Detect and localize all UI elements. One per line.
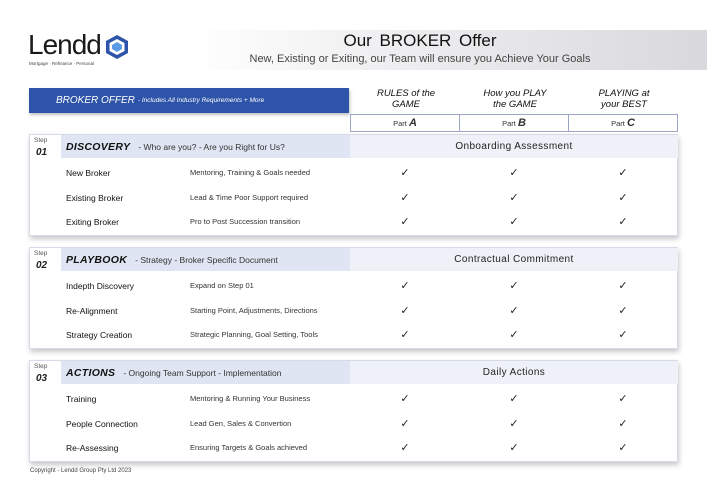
check-icon: ✓ (400, 393, 410, 405)
row-desc: Mentoring & Running Your Business (190, 394, 311, 403)
column-heading-c-line1: PLAYING at (598, 88, 650, 99)
check-icon: ✓ (400, 192, 410, 204)
check-icon: ✓ (509, 192, 519, 204)
column-heading-b (461, 88, 569, 110)
section-phase: Onboarding Assessment (350, 135, 678, 158)
check-icon: ✓ (509, 329, 519, 341)
section-header (61, 248, 350, 271)
check-icon: ✓ (618, 329, 628, 341)
section-desc: - Ongoing Team Support - Implementation (123, 367, 282, 378)
row-name: People Connection (66, 419, 138, 429)
check-icon: ✓ (509, 167, 519, 179)
section-phase: Daily Actions (350, 361, 678, 384)
row-name: Strategy Creation (66, 330, 133, 340)
table-row (30, 281, 677, 297)
row-desc: Pro to Post Succession transition (190, 217, 301, 226)
row-name: Indepth Discovery (66, 281, 135, 291)
check-icon: ✓ (509, 280, 519, 292)
part-b-letter: B (517, 117, 526, 129)
row-name: Re-Assessing (66, 443, 119, 453)
check-icon: ✓ (509, 216, 519, 228)
check-icon: ✓ (400, 442, 410, 454)
column-heading-b-line2: the GAME (493, 99, 537, 110)
row-name: Exiting Broker (66, 217, 119, 227)
page-title: Our BROKER Offer (343, 31, 497, 50)
check-icon: ✓ (400, 329, 410, 341)
column-heading-a-line2: GAME (392, 99, 420, 110)
check-icon: ✓ (509, 418, 519, 430)
check-icon: ✓ (618, 393, 628, 405)
check-icon: ✓ (400, 280, 410, 292)
column-heading-b-line1: How you PLAY (483, 88, 547, 99)
section-phase: Contractual Commitment (350, 248, 678, 271)
part-c-cell (569, 115, 677, 131)
check-icon: ✓ (400, 167, 410, 179)
part-b-cell (460, 115, 569, 131)
offer-sub: - Includes All Industry Requirements + More (137, 97, 265, 104)
step-number: 02 (36, 260, 48, 271)
column-heading-c-line2: your BEST (601, 99, 647, 110)
step-label: Step (34, 363, 48, 370)
row-name: New Broker (66, 168, 111, 178)
part-a-cell (351, 115, 460, 131)
brand-tagline: Mortgage · Refinance · Personal (29, 61, 95, 66)
check-icon: ✓ (618, 192, 628, 204)
row-desc: Expand on Step 01 (190, 281, 254, 290)
table-row (30, 443, 677, 459)
check-icon: ✓ (618, 442, 628, 454)
check-icon: ✓ (618, 280, 628, 292)
part-b-prefix: Part (502, 119, 516, 128)
step-label: Step (34, 137, 48, 144)
section-name: DISCOVERY (66, 140, 131, 153)
part-c-prefix: Part (611, 119, 625, 128)
check-icon: ✓ (400, 418, 410, 430)
check-icon: ✓ (509, 442, 519, 454)
page-subtitle: New, Existing or Exiting, our Team will ensure you Achieve Your Goals (249, 53, 591, 65)
section-playbook (29, 247, 678, 349)
step-number: 03 (36, 373, 48, 384)
copyright: Copyright - Lendd Group Pty Ltd 2023 (30, 468, 132, 474)
column-heading-a-line1: RULES of the (376, 88, 436, 99)
section-name: PLAYBOOK (66, 253, 128, 266)
section-desc: - Strategy - Broker Specific Document (135, 254, 278, 265)
broker-offer-bar (29, 88, 349, 113)
table-row (30, 394, 677, 410)
brand-name: Lendd (28, 29, 101, 60)
check-icon: ✓ (618, 418, 628, 430)
row-desc: Ensuring Targets & Goals achieved (190, 443, 308, 452)
part-c-letter: C (626, 117, 635, 129)
section-name: ACTIONS (66, 366, 116, 379)
row-name: Existing Broker (66, 193, 124, 203)
table-row (30, 168, 677, 184)
row-desc: Starting Point, Adjustments, Directions (190, 306, 318, 315)
part-a-prefix: Part (393, 119, 407, 128)
row-name: Re-Alignment (66, 306, 118, 316)
row-name: Training (66, 394, 97, 404)
row-desc: Strategic Planning, Goal Setting, Tools (190, 330, 318, 339)
column-heading-a (352, 88, 460, 110)
check-icon: ✓ (618, 167, 628, 179)
part-a-letter: A (408, 117, 417, 129)
table-row (30, 306, 677, 322)
table-row (30, 419, 677, 435)
check-icon: ✓ (400, 216, 410, 228)
check-icon: ✓ (618, 216, 628, 228)
section-actions (29, 360, 678, 462)
table-row (30, 193, 677, 209)
column-heading-c (570, 88, 678, 110)
brand-logo (28, 30, 138, 70)
step-number: 01 (36, 147, 48, 158)
section-discovery (29, 134, 678, 236)
row-desc: Mentoring, Training & Goals needed (190, 168, 311, 177)
section-header (61, 361, 350, 384)
check-icon: ✓ (618, 305, 628, 317)
table-row (30, 217, 677, 233)
check-icon: ✓ (400, 305, 410, 317)
step-label: Step (34, 250, 48, 257)
table-row (30, 330, 677, 346)
part-row (350, 114, 678, 132)
hexagon-logo-icon (104, 34, 130, 60)
section-desc: - Who are you? - Are you Right for Us? (138, 141, 285, 152)
offer-label: BROKER OFFER (56, 95, 135, 106)
check-icon: ✓ (509, 393, 519, 405)
section-header (61, 135, 350, 158)
row-desc: Lead Gen, Sales & Convertion (190, 419, 292, 428)
row-desc: Lead & Time Poor Support required (190, 193, 308, 202)
check-icon: ✓ (509, 305, 519, 317)
